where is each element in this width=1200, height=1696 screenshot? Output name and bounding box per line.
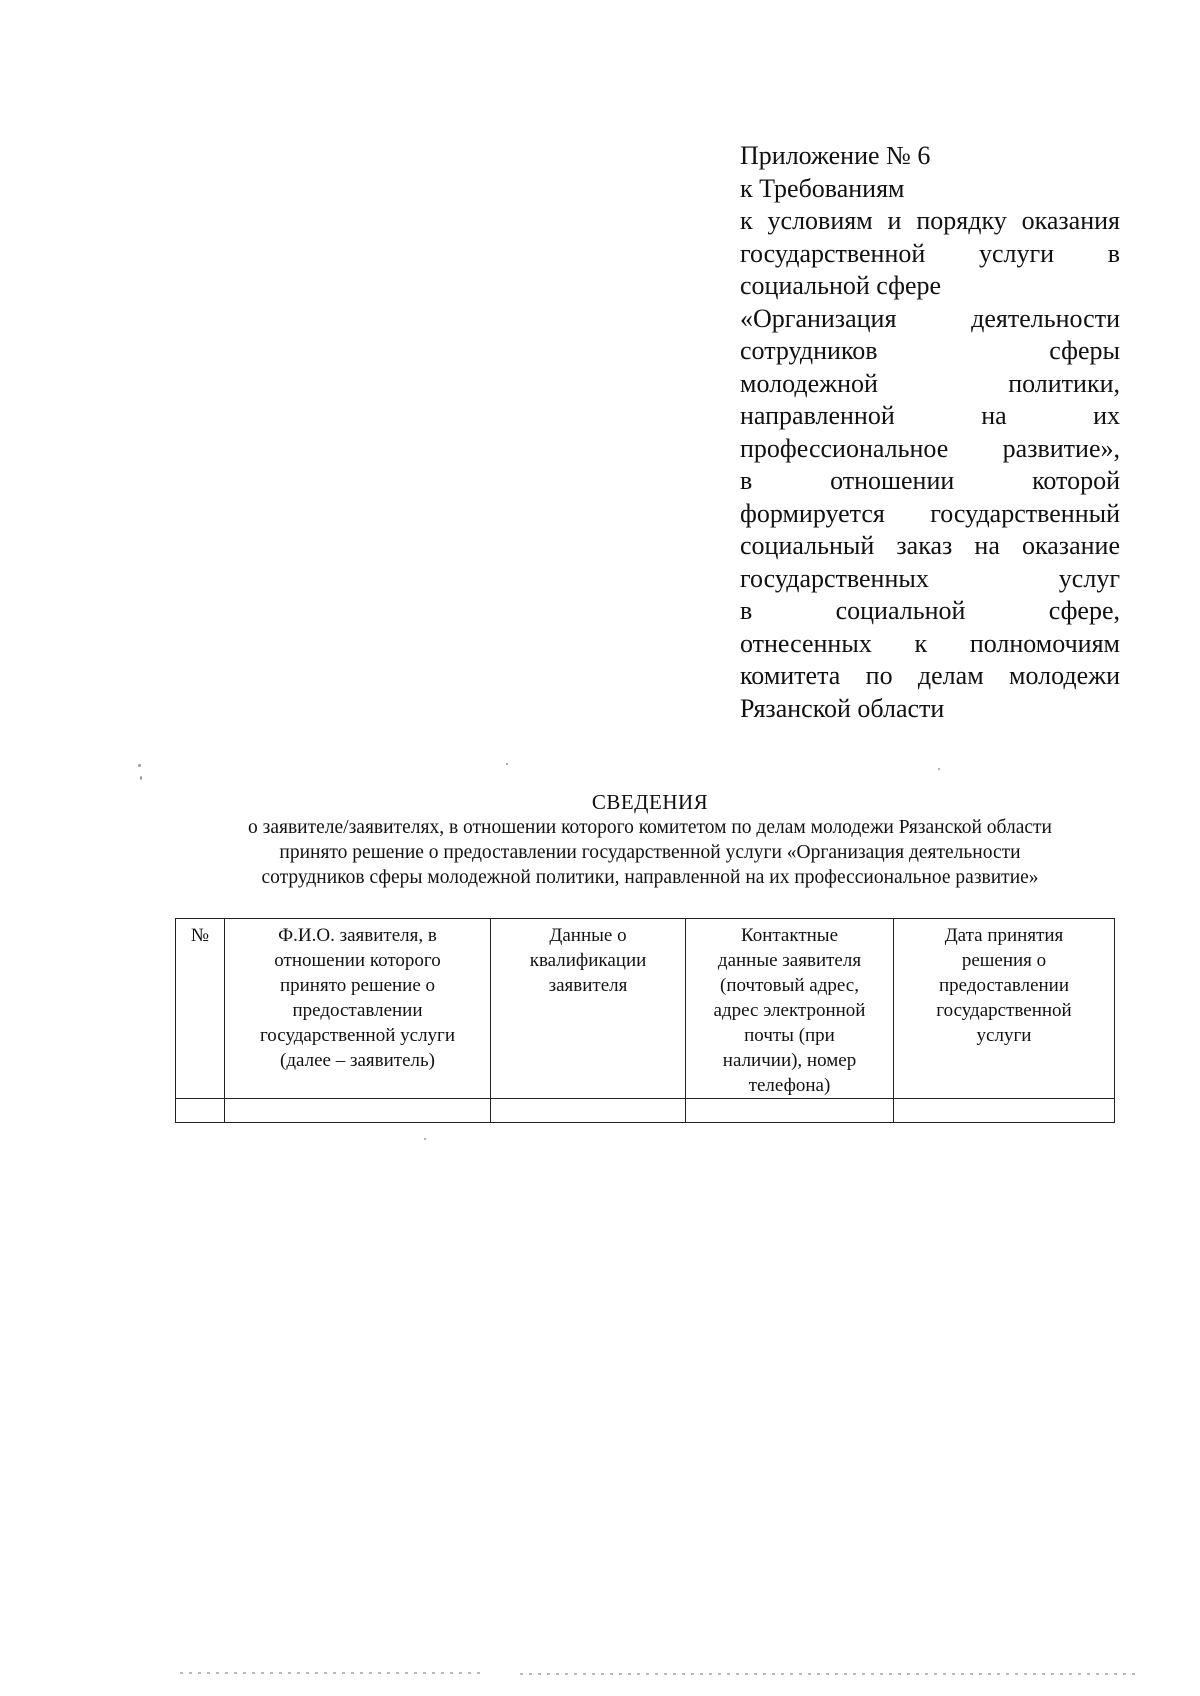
appendix-line: молодежной политики, xyxy=(740,368,1120,398)
header-text: принято решение о xyxy=(279,975,436,996)
applicants-table xyxy=(175,918,1115,1123)
scan-speck xyxy=(424,1138,426,1140)
appendix-line: в социальной сфере, xyxy=(740,596,1120,625)
scan-noise xyxy=(520,1673,1140,1675)
appendix-line: комитета по делам молодежи xyxy=(740,661,1120,690)
table-cell xyxy=(894,1099,1115,1123)
table-header-row xyxy=(176,919,1115,1099)
header-text: телефона) xyxy=(748,1075,831,1096)
appendix-line: государственной услуги в xyxy=(740,238,1120,268)
header-text: заявителя xyxy=(548,975,628,996)
appendix-line: к условиям и порядку оказания xyxy=(740,206,1120,235)
header-text: адрес электронной xyxy=(713,1000,866,1021)
column-header-decision-date xyxy=(894,919,1115,1099)
column-header-number xyxy=(176,919,225,1099)
column-header-qualification xyxy=(491,919,686,1099)
document-subtitle xyxy=(150,815,1150,890)
header-text: решения о xyxy=(961,950,1047,971)
appendix-line: «Организация деятельности xyxy=(740,303,1120,333)
scan-noise xyxy=(180,1672,480,1674)
table-cell xyxy=(176,1099,225,1123)
subtitle-line: принято решение о предоставлении государственной услуги «Организация деятельности xyxy=(279,842,1021,863)
appendix-line: сотрудников сферы xyxy=(740,336,1120,365)
header-text: наличии), номер xyxy=(722,1050,857,1071)
header-text: отношении которого xyxy=(274,950,441,971)
appendix-line: социальный заказ на оказание xyxy=(740,531,1120,560)
header-text: предоставлении xyxy=(292,1000,423,1021)
header-text: (далее – заявитель) xyxy=(280,1050,435,1071)
header-text: Дата принятия xyxy=(944,925,1064,946)
appendix-line: направленной на их xyxy=(740,401,1120,430)
scan-speck xyxy=(140,776,142,780)
subtitle-line: о заявителе/заявителях, в отношении которого комитетом по делам молодежи Рязанской области xyxy=(248,817,1052,838)
header-text: квалификации xyxy=(529,950,647,971)
header-text: (почтовый адрес, xyxy=(720,975,859,996)
scan-speck xyxy=(938,768,940,770)
header-text: услуги xyxy=(976,1025,1032,1046)
header-text: Данные о xyxy=(549,925,627,946)
header-text: данные заявителя xyxy=(717,950,862,971)
header-text: № xyxy=(190,925,210,946)
header-text: Контактные xyxy=(740,925,838,946)
subtitle-line: сотрудников сферы молодежной политики, направленной на их профессиональное развитие» xyxy=(261,867,1039,888)
appendix-line: к Требованиям xyxy=(740,173,905,203)
table-cell xyxy=(225,1099,491,1123)
header-text: государственной услуги xyxy=(259,1025,456,1046)
scan-speck xyxy=(138,764,141,767)
header-text: Ф.И.О. заявителя, в xyxy=(278,925,437,946)
header-text: почты (при xyxy=(744,1025,835,1046)
appendix-line: государственных услуг xyxy=(740,563,1120,593)
scan-speck xyxy=(506,763,508,765)
header-text: предоставлении xyxy=(938,975,1070,996)
appendix-line: в отношении которой xyxy=(740,466,1120,495)
table-cell xyxy=(491,1099,686,1123)
header-text: государственной xyxy=(936,1000,1072,1021)
appendix-line: формируется государственный xyxy=(740,498,1120,528)
document-title: СВЕДЕНИЯ xyxy=(591,790,709,814)
appendix-line: Приложение № 6 xyxy=(740,141,931,170)
column-header-applicant-name xyxy=(225,919,491,1099)
column-header-contacts xyxy=(686,919,894,1099)
appendix-line: профессиональное развитие», xyxy=(740,433,1120,463)
appendix-line: Рязанской области xyxy=(740,693,945,723)
appendix-line: социальной сфере xyxy=(740,271,942,300)
table-cell xyxy=(686,1099,894,1123)
table-row xyxy=(176,1099,1115,1123)
appendix-line: отнесенных к полномочиям xyxy=(740,628,1120,658)
appendix-header xyxy=(740,140,1120,725)
